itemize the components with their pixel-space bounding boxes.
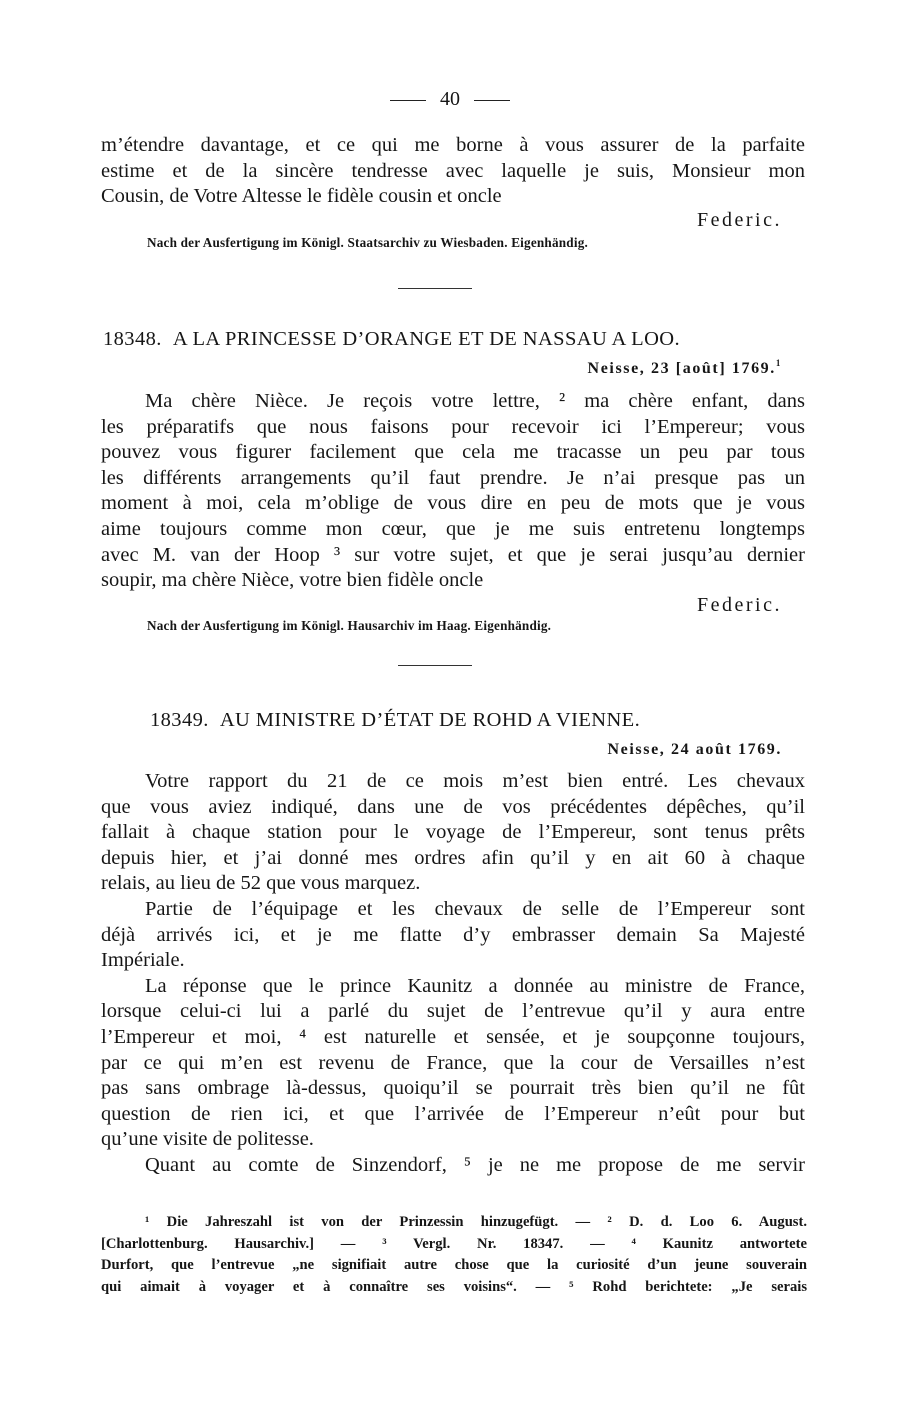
letter-title: AU MINISTRE D’ÉTAT DE ROHD A VIENNE. bbox=[219, 709, 641, 731]
text-line: Impériale. bbox=[101, 949, 185, 972]
text-line: pas sans ombrage là-dessus, quoiqu’il se pourrait très bien qu’il ne fût bbox=[101, 1077, 805, 1100]
source-note: Nach der Ausfertigung im Königl. Hausarchiv im Haag. Eigenhändig. bbox=[147, 618, 552, 633]
text-line: Votre rapport du 21 de ce mois m’est bien entré. Les chevaux bbox=[145, 770, 805, 792]
section-rule bbox=[398, 665, 472, 666]
page-number-dash-right bbox=[474, 100, 510, 101]
text-line: avec M. van der Hoop ³ sur votre sujet, et que je serai jusqu’au dernier bbox=[101, 543, 805, 566]
text-line: par ce qui m’en est revenu de France, que la cour de Versailles n’est bbox=[101, 1051, 805, 1074]
letter-heading bbox=[150, 709, 640, 732]
place-date: Neisse, 23 [août] 1769.$^1$ bbox=[587, 358, 782, 377]
text-line: les différents arrangements qu’il faut prendre. Je n’ai presque pas un bbox=[101, 466, 805, 489]
text-line: soupir, ma chère Nièce, votre bien fidèle oncle bbox=[101, 569, 484, 592]
text-line: les préparatifs que nous faisons pour recevoir ici l’Empereur; vous bbox=[101, 415, 805, 438]
signature: Federic. bbox=[697, 209, 782, 231]
text-line: relais, au lieu de 52 que vous marquez. bbox=[101, 872, 421, 895]
letter-heading bbox=[103, 328, 680, 351]
letter-body bbox=[101, 769, 805, 1179]
text-line: moment à moi, cela m’oblige de vous dire en peu de mots que je vous bbox=[101, 492, 805, 515]
text-line: question de rien ici, et que l’arrivée de l’Empereur n’eût pour but bbox=[101, 1102, 805, 1125]
page-number-dash-left bbox=[390, 100, 426, 101]
signature: Federic. bbox=[697, 594, 782, 616]
letter-continuation bbox=[101, 133, 805, 210]
place-date: Neisse, 24 août 1769. bbox=[607, 741, 782, 758]
text-line: pouvez vous figurer facilement que cela me tracasse un peu par tous bbox=[101, 441, 805, 464]
text-line: qu’une visite de politesse. bbox=[101, 1128, 314, 1151]
text-line: l’Empereur et moi, ⁴ est naturelle et sensée, et je soupçonne toujours, bbox=[101, 1025, 805, 1048]
footnotes bbox=[101, 1212, 807, 1299]
source-note: Nach der Ausfertigung im Königl. Staatsarchiv zu Wiesbaden. Eigenhändig. bbox=[147, 235, 588, 250]
text-line: que vous aviez indiqué, dans une de vos précédentes dépêches, qu’il bbox=[101, 795, 805, 818]
footnote-line: ¹ Die Jahreszahl ist von der Prinzessin hinzugefügt. — ² D. d. Loo 6. August. bbox=[145, 1214, 807, 1230]
footnote-line: qui aimait à voyager et à connaître ses voisins“. — ⁵ Rohd berichtete: „Je serais bbox=[101, 1279, 807, 1296]
text-line: depuis hier, et j’ai donné mes ordres afin qu’il y en ait 60 à chaque bbox=[101, 846, 805, 869]
text-line: lorsque celui-ci lui a parlé du sujet de l’entrevue qu’il y aura entre bbox=[101, 1000, 805, 1023]
section-rule bbox=[398, 288, 472, 289]
footnote-line: Durfort, que l’entrevue „ne signifiait autre chose que la curiosité d’un jeune souverain bbox=[101, 1257, 807, 1274]
letter-title: A LA PRINCESSE D’ORANGE ET DE NASSAU A LOO. bbox=[172, 328, 681, 350]
footnote-line: [Charlottenburg. Hausarchiv.] — ³ Vergl. Nr. 18347. — ⁴ Kaunitz antwortete bbox=[101, 1235, 807, 1252]
text-line: Quant au comte de Sinzendorf, ⁵ je ne me propose de me servir bbox=[145, 1153, 805, 1176]
text-line: Ma chère Nièce. Je reçois votre lettre, ² ma chère enfant, dans bbox=[145, 390, 805, 412]
text-line: fallait à chaque station pour le voyage de l’Empereur, sont tenus prêts bbox=[101, 821, 805, 844]
footnote-ref: 1 bbox=[775, 358, 782, 368]
letter-text bbox=[101, 389, 805, 594]
text-line: estime et de la sincère tendresse avec laquelle je suis, Monsieur mon bbox=[101, 159, 805, 182]
letter-number: 18349. bbox=[150, 709, 209, 731]
text-line: m’étendre davantage, et ce qui me borne à vous assurer de la parfaite bbox=[101, 134, 805, 156]
page-number: 40 bbox=[0, 88, 900, 111]
text-line: aime toujours comme mon cœur, que je me suis entretenu longtemps bbox=[101, 517, 805, 540]
letter-number: 18348. bbox=[103, 328, 162, 350]
text-line: La réponse que le prince Kaunitz a donnée au ministre de France, bbox=[145, 974, 805, 997]
text-line: Cousin, de Votre Altesse le fidèle cousin et oncle bbox=[101, 185, 502, 208]
text-line: déjà arrivés ici, et je me flatte d’y embrasser demain Sa Majesté bbox=[101, 923, 805, 946]
continuation-text bbox=[101, 133, 805, 210]
text-line: Partie de l’équipage et les chevaux de selle de l’Empereur sont bbox=[145, 897, 805, 920]
letter-body bbox=[101, 389, 805, 594]
letter-text bbox=[101, 769, 805, 1179]
